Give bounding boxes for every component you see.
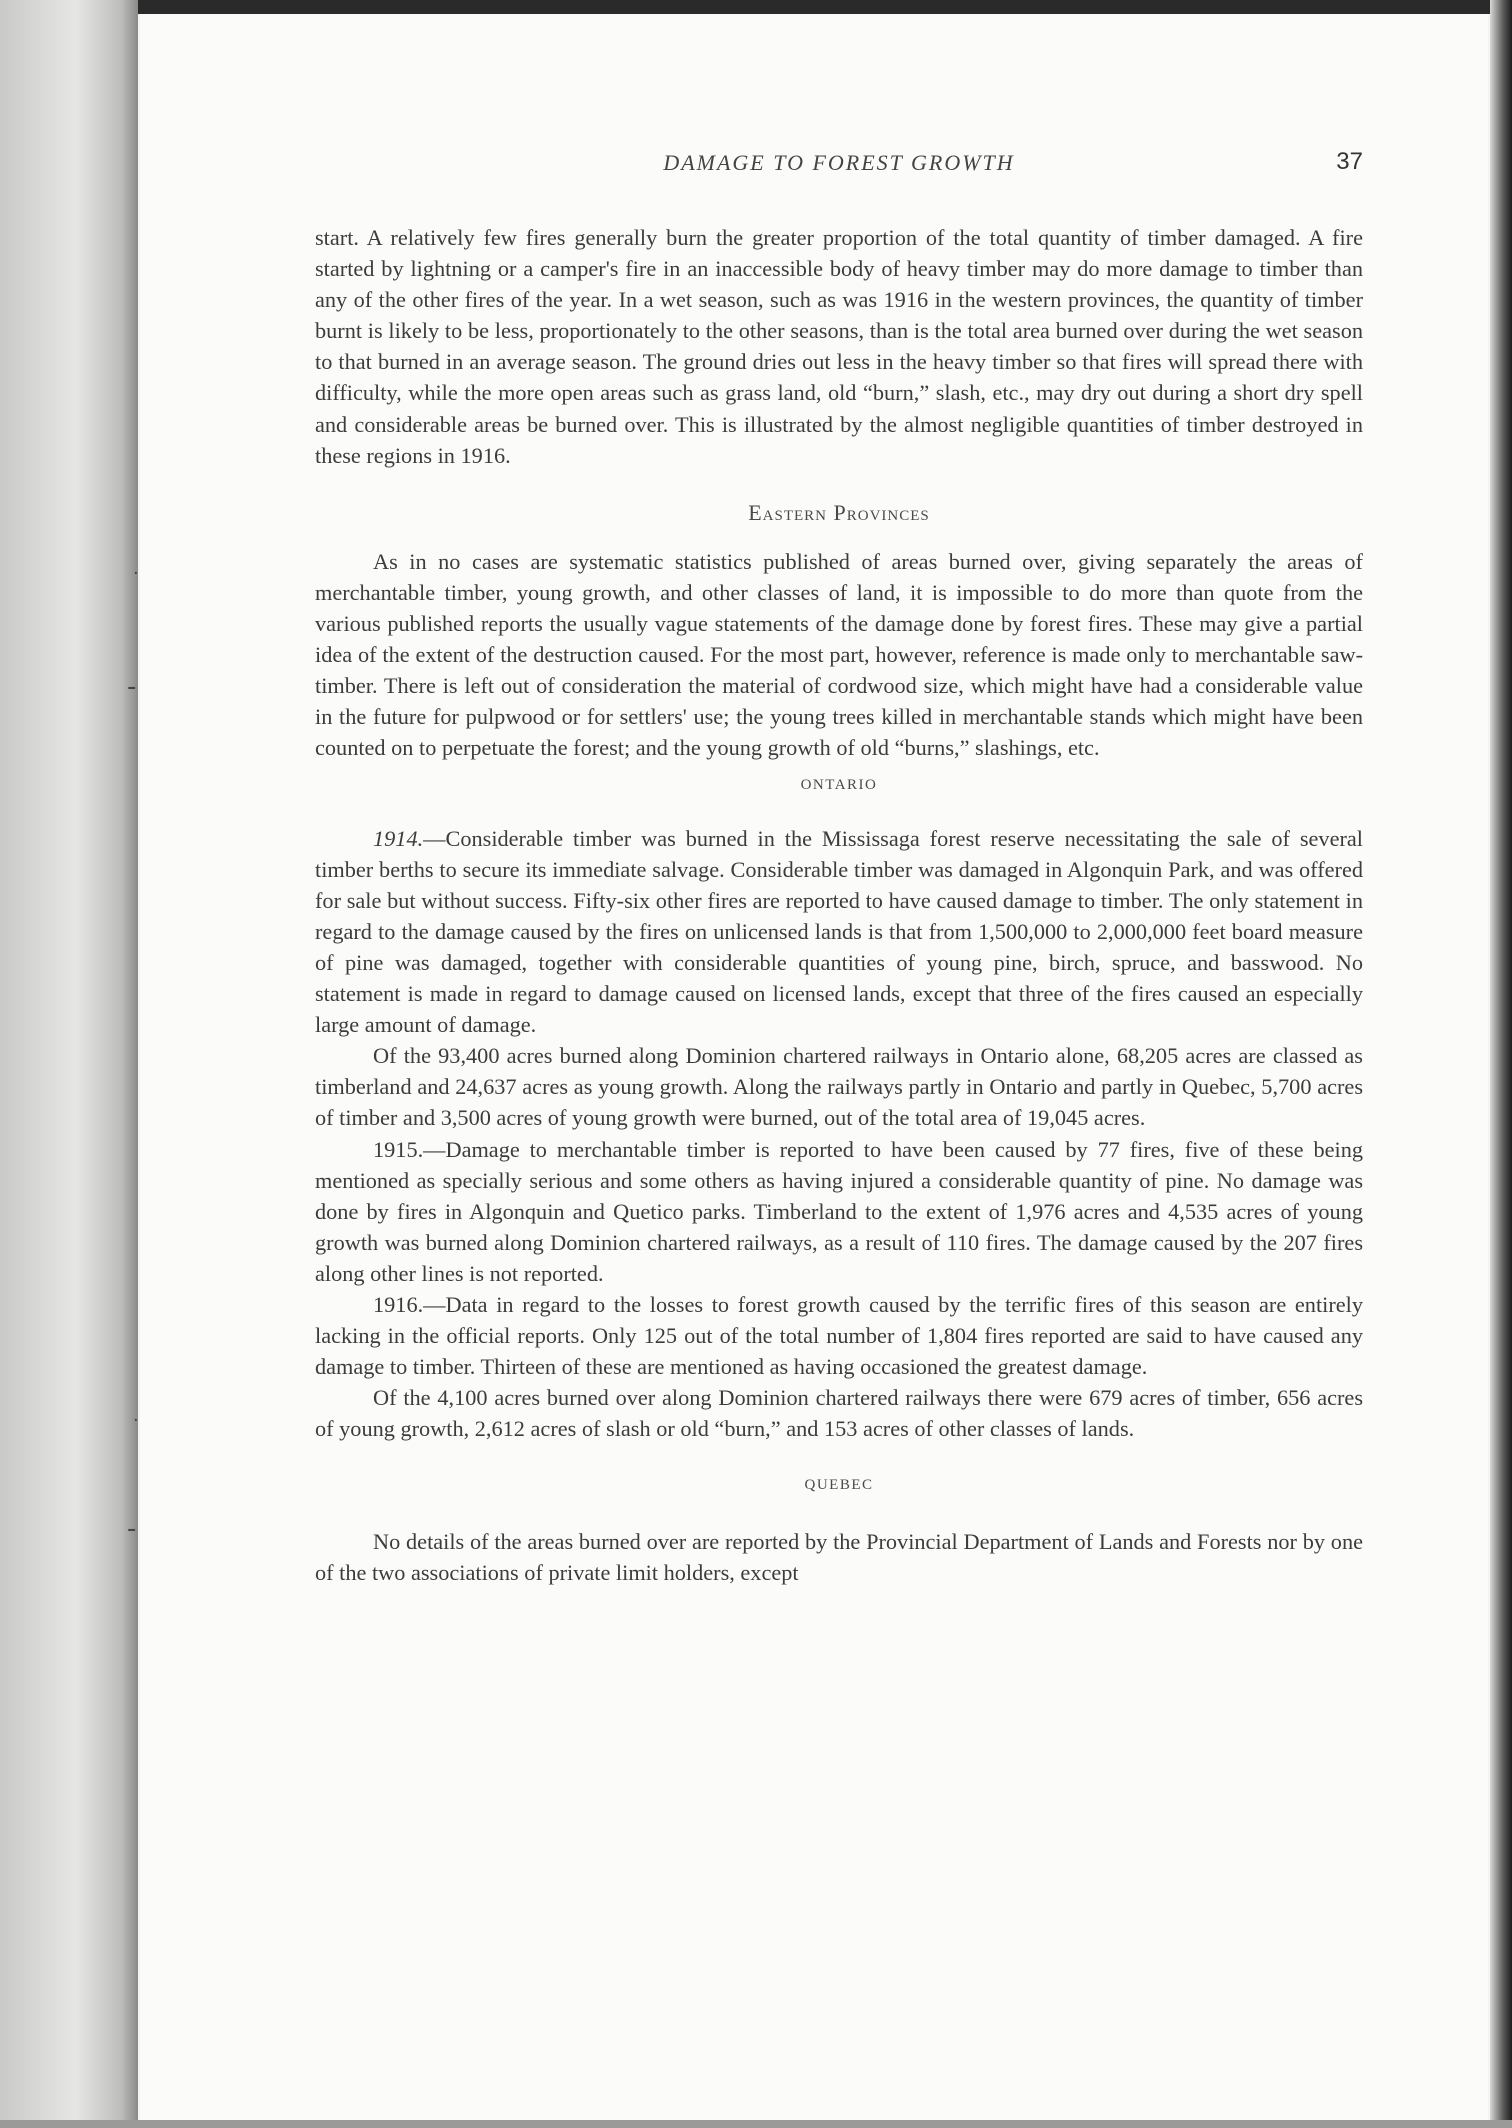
page-header (315, 136, 1363, 188)
paragraph-1915: 1915.—Damage to merchantable timber is reported to have been caused by 77 fires, five of these being mentioned as specially serious and some others as having injured a considerable quantity of pine. No damage was done by fires in Algonquin and Quetico parks. Timberland to the extent of 1,976 acres and 4,535 acres of young growth was burned along Dominion chartered railways, as a result of 110 fires. The damage caused by the 207 fires along other lines is not reported. (315, 1136, 1363, 1286)
paragraph-text: —Considerable timber was burned in the Mississaga forest reserve necessitating the sale of several timber berths to secure its immediate salvage. Considerable timber was damaged in Algonquin Park, and was offered for sale but without success. Fifty-six other fires are reported to have caused damage to timber. The only statement in regard to the damage caused by the fires on unlicensed lands is that from 1,500,000 to 2,000,000 feet board measure of pine was damaged, together with considerable quantities of young pine, birch, spruce, and basswood. No statement is made in regard to damage caused on licensed lands, except that three of the fires caused an especially large amount of damage. (315, 825, 1363, 1038)
subsection-heading-quebec: QUEBEC (804, 1477, 874, 1494)
margin-dot-mark: · (133, 1410, 139, 1431)
year-label: 1914. (373, 825, 424, 851)
margin-dash-mark: - (127, 672, 137, 702)
running-title: DAMAGE TO FOREST GROWTH (663, 150, 1015, 175)
page-number: 37 (1336, 148, 1363, 175)
paragraph: Of the 4,100 acres burned over along Dominion chartered railways there were 679 acres of timber, 656 acres of young growth, 2,612 acres of slash or old “burn,” and 153 acres of other classes of lands. (315, 1385, 1363, 1442)
subsection-heading-ontario: ONTARIO (800, 776, 878, 793)
scan-top-border (0, 0, 1512, 14)
section-heading-eastern-provinces: Eastern Provinces (748, 499, 930, 525)
paragraph-1914 (315, 823, 1363, 1041)
margin-dot-mark: · (133, 563, 139, 584)
paragraph-1916: 1916.—Data in regard to the losses to forest growth caused by the terrific fires of this season are entirely lacking in the official reports. Only 125 out of the total number of 1,804 fires reported are said to have caused any damage to timber. Thirteen of these are mentioned as having occasioned the greatest damage. (315, 1292, 1363, 1380)
page-body (315, 222, 1363, 1588)
scan-left-edge (0, 0, 138, 2128)
scan-right-edge (1490, 0, 1512, 2128)
paragraph: Of the 93,400 acres burned along Dominion chartered railways in Ontario alone, 68,205 acres are classed as timberland and 24,637 acres as young growth. Along the railways partly in Ontario and partly in Quebec, 5,700 acres of timber and 3,500 acres of young growth were burned, out of the total area of 19,045 acres. (315, 1043, 1363, 1131)
margin-dash-mark: - (127, 1514, 137, 1544)
paragraph: No details of the areas burned over are reported by the Provincial Department of Lands and Forests nor by one of the two associations of private limit holders, except (315, 1528, 1363, 1585)
paragraph: start. A relatively few fires generally burn the greater proportion of the total quantity of timber damaged. A fire started by lightning or a camper's fire in an inaccessible body of heavy timber may do more damage to timber than any of the other fires of the year. In a wet season, such as was 1916 in the western provinces, the quantity of timber burnt is likely to be less, proportionately to the other seasons, than is the total area burned over during the wet season to that burned in an average season. The ground dries out less in the heavy timber so that fires will spread there with difficulty, while the more open areas such as grass land, old “burn,” slash, etc., may dry out during a short dry spell and considerable areas be burned over. This is illustrated by the almost negligible quantities of timber destroyed in these regions in 1916. (315, 225, 1363, 468)
paragraph: As in no cases are systematic statistics published of areas burned over, giving separately the areas of merchantable timber, young growth, and other classes of land, it is impossible to do more than quote from the various published reports the usually vague statements of the damage done by forest fires. These may give a partial idea of the extent of the destruction caused. For the most part, however, reference is made only to merchantable saw-timber. There is left out of consideration the material of cordwood size, which might have had a considerable value in the future for pulpwood or for settlers' use; the young trees killed in merchantable stands which might have been counted on to perpetuate the forest; and the young growth of old “burns,” slashings, etc. (315, 548, 1363, 761)
scan-bottom-border (0, 2120, 1512, 2128)
